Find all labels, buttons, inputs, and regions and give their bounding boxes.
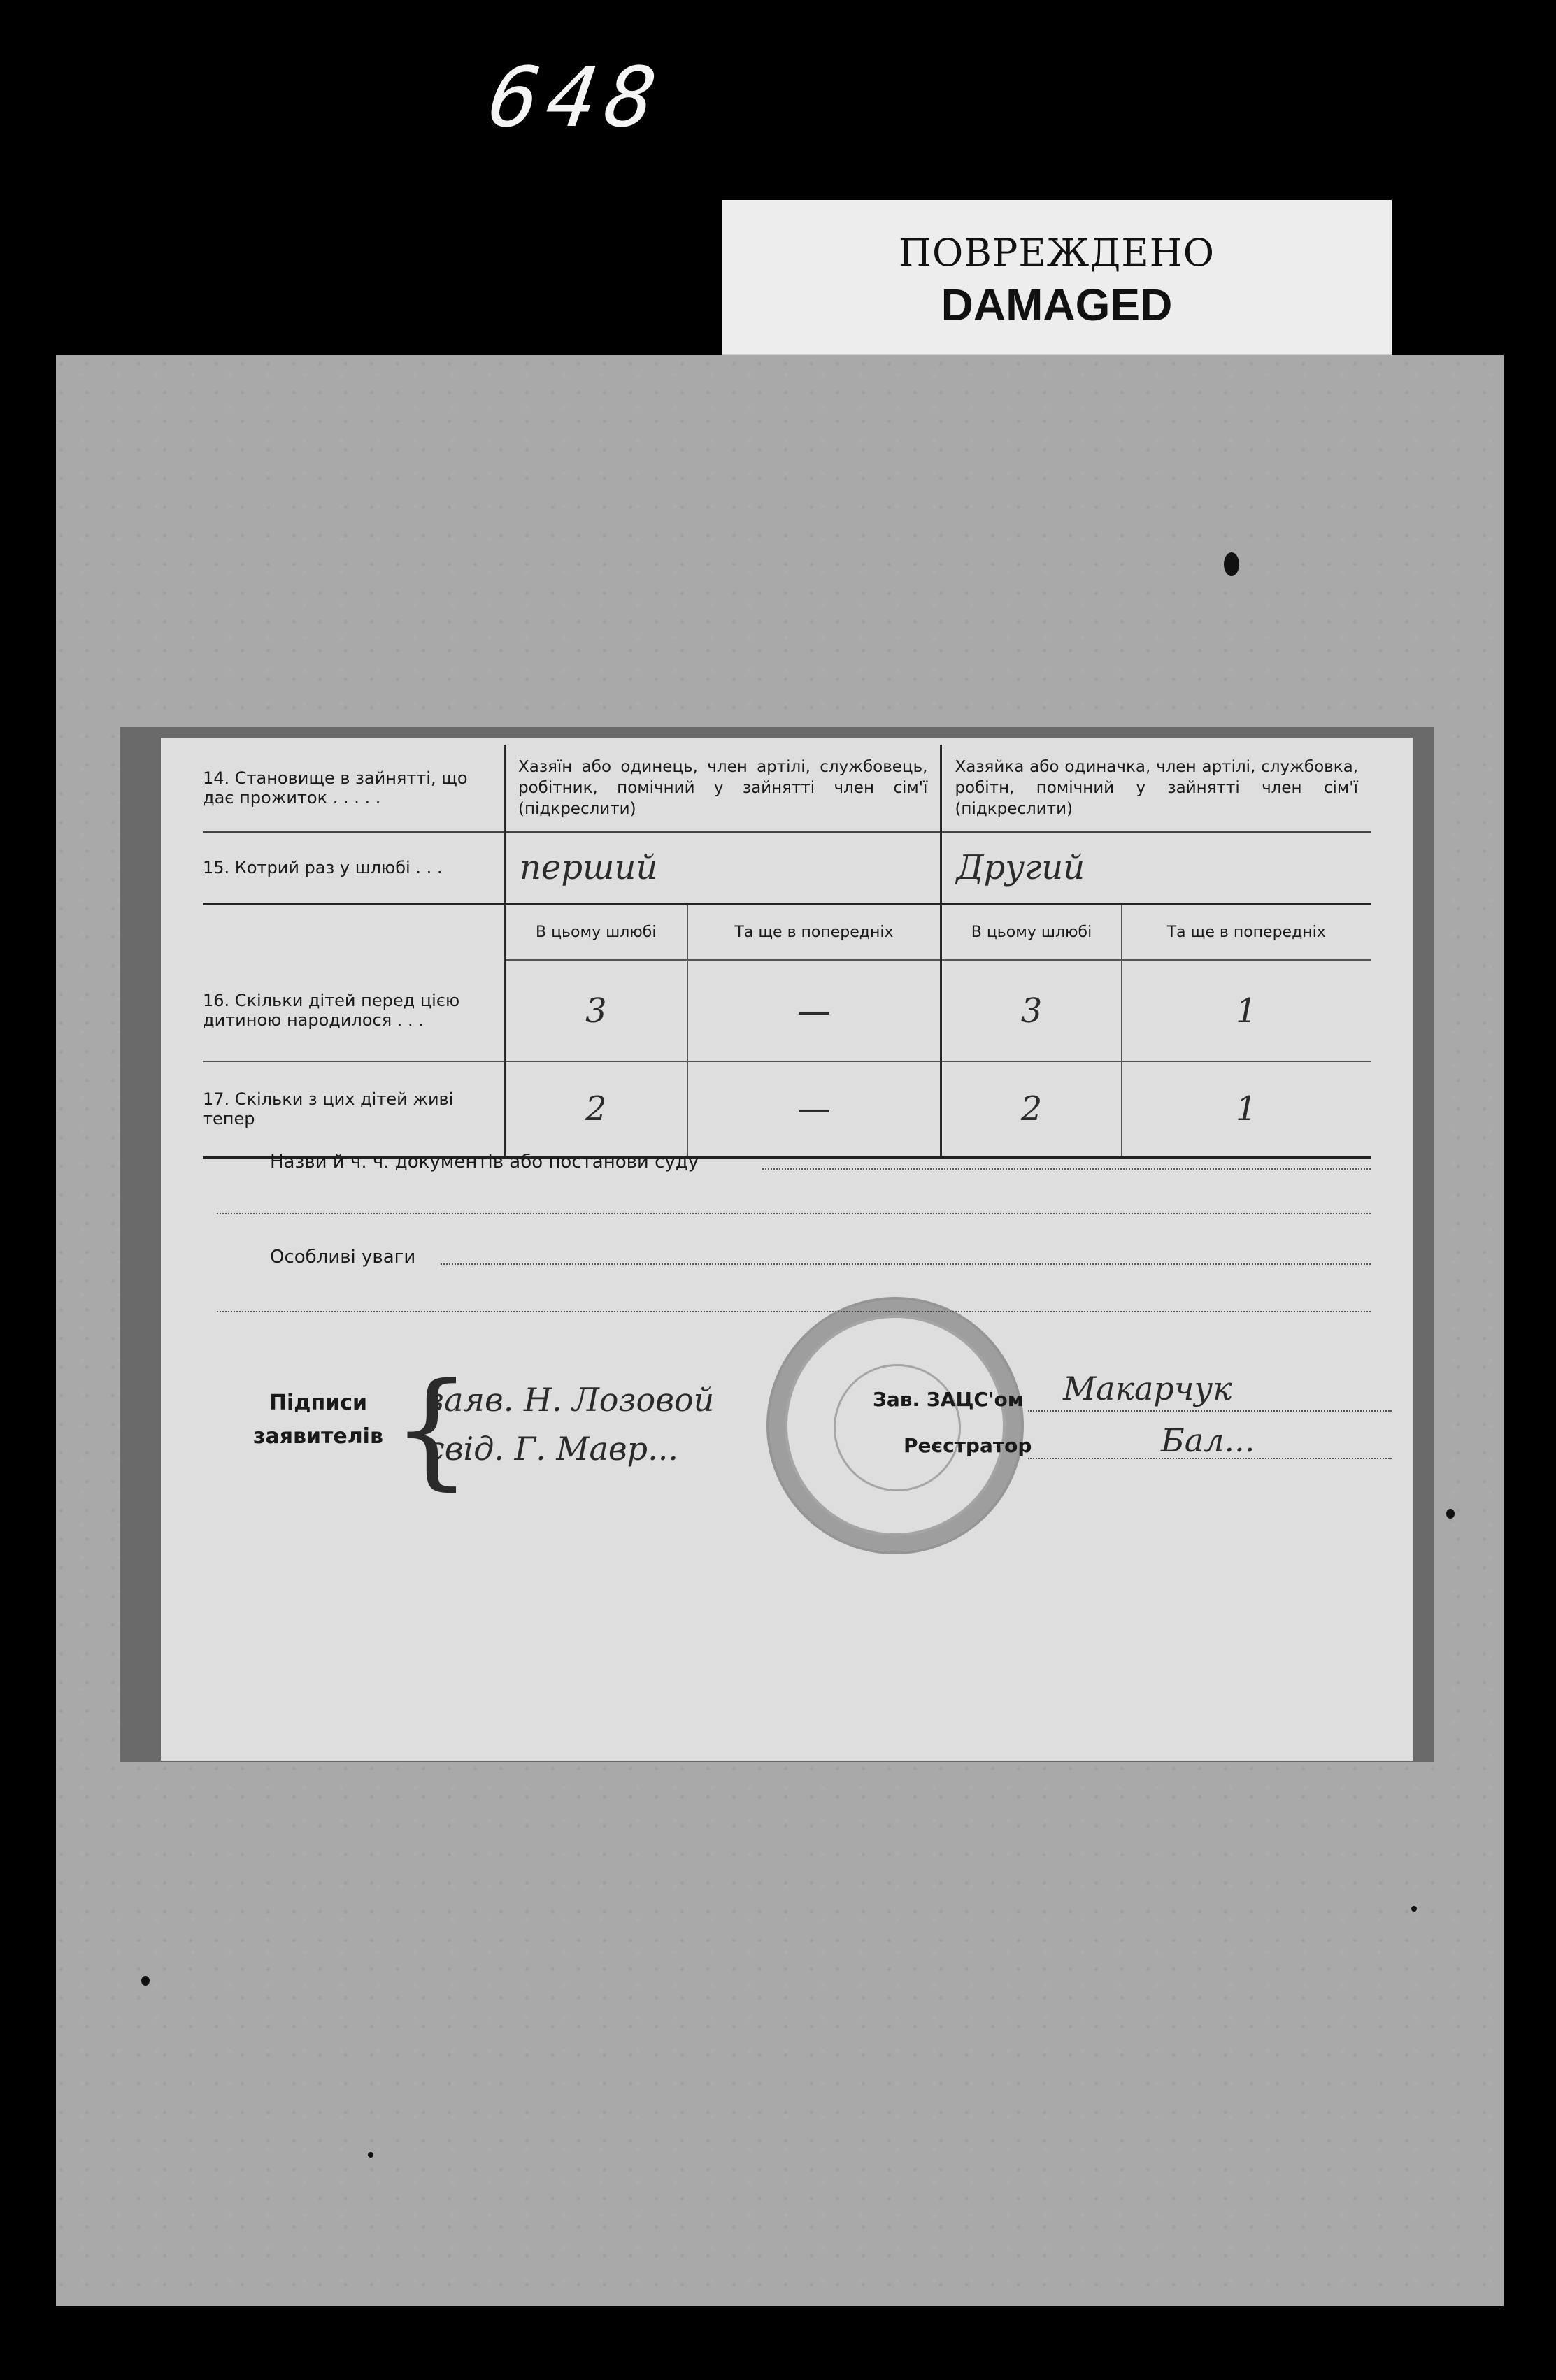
signatures-label: Підписи заявителів bbox=[253, 1391, 383, 1449]
registrar-line bbox=[1028, 1458, 1392, 1459]
zags-head-signature: Макарчук bbox=[1063, 1370, 1232, 1407]
damaged-status-label bbox=[722, 200, 1392, 355]
paper-speck bbox=[1446, 1509, 1455, 1519]
q17-groom-previous: — bbox=[687, 1061, 941, 1157]
form-row-14 bbox=[203, 745, 1371, 832]
paper-speck bbox=[1224, 552, 1239, 576]
notes-label: Особливі уваги bbox=[270, 1247, 416, 1268]
applicant-signature-2: свід. Г. Мавр... bbox=[427, 1430, 678, 1468]
paper-speck bbox=[1411, 1906, 1417, 1912]
q17-groom-this: 2 bbox=[505, 1061, 687, 1157]
bride-previous-header: Та ще в попередніх bbox=[1122, 904, 1371, 960]
q17-bride-this: 2 bbox=[941, 1061, 1122, 1157]
signature-brace: { bbox=[392, 1356, 472, 1503]
zags-head-label: Зав. ЗАЦС'ом bbox=[873, 1388, 1024, 1411]
q16-groom-previous: — bbox=[687, 960, 941, 1061]
documents-label: Назви й ч. ч. документів або постанови суду bbox=[270, 1152, 699, 1173]
documents-line bbox=[762, 1168, 1371, 1170]
damaged-label-en: DAMAGED bbox=[941, 280, 1173, 330]
marriage-record-card bbox=[161, 738, 1413, 1761]
q16-label: 16. Скільки дітей перед цією дитиною народилося . . . bbox=[203, 960, 505, 1061]
q14-bride-options: Хазяйка або одиначка, член артілі, службовка, робітн, помічний у зайнятті член сім'ї (підкреслити) bbox=[941, 745, 1371, 832]
notes-line-2 bbox=[217, 1311, 1371, 1312]
registry-office-seal bbox=[766, 1297, 1024, 1554]
q17-label: 17. Скільки з цих дітей живі тепер bbox=[203, 1061, 505, 1157]
notes-line bbox=[441, 1263, 1371, 1265]
paper-speck bbox=[141, 1976, 150, 1986]
q14-groom-options: Хазяїн або одинець, член артілі, службовець, робітник, помічний у зайнятті член сім'ї (підкреслити) bbox=[505, 745, 941, 832]
registrar-label: Реєстратор bbox=[904, 1434, 1032, 1457]
documents-line-2 bbox=[217, 1213, 1371, 1214]
q15-groom-value: перший bbox=[505, 832, 941, 904]
children-header-row bbox=[203, 904, 1371, 960]
form-row-15 bbox=[203, 832, 1371, 904]
zags-head-line bbox=[1028, 1410, 1392, 1412]
paper-speck bbox=[368, 2152, 373, 2158]
children-header-spacer bbox=[203, 904, 505, 960]
damaged-label-ru: ПОВРЕЖДЕНО bbox=[898, 231, 1215, 275]
groom-previous-header: Та ще в попередніх bbox=[687, 904, 941, 960]
q16-bride-previous: 1 bbox=[1122, 960, 1371, 1061]
form-row-16 bbox=[203, 960, 1371, 1061]
groom-this-marriage-header: В цьому шлюбі bbox=[505, 904, 687, 960]
seal-emblem bbox=[834, 1364, 961, 1491]
q14-label: 14. Становище в зайнятті, що дає прожиток . . . . . bbox=[203, 745, 505, 832]
form-table bbox=[203, 745, 1371, 1159]
applicant-signature-1: заяв. Н. Лозовой bbox=[427, 1381, 715, 1419]
registrar-signature: Бал... bbox=[1161, 1421, 1255, 1459]
q16-groom-this: 3 bbox=[505, 960, 687, 1061]
q15-label: 15. Котрий раз у шлюбі . . . bbox=[203, 832, 505, 904]
q16-bride-this: 3 bbox=[941, 960, 1122, 1061]
q15-bride-value: Другий bbox=[941, 832, 1371, 904]
form-row-17 bbox=[203, 1061, 1371, 1157]
bride-this-marriage-header: В цьому шлюбі bbox=[941, 904, 1122, 960]
q17-bride-previous: 1 bbox=[1122, 1061, 1371, 1157]
archive-sheet-number: 648 bbox=[483, 49, 671, 145]
